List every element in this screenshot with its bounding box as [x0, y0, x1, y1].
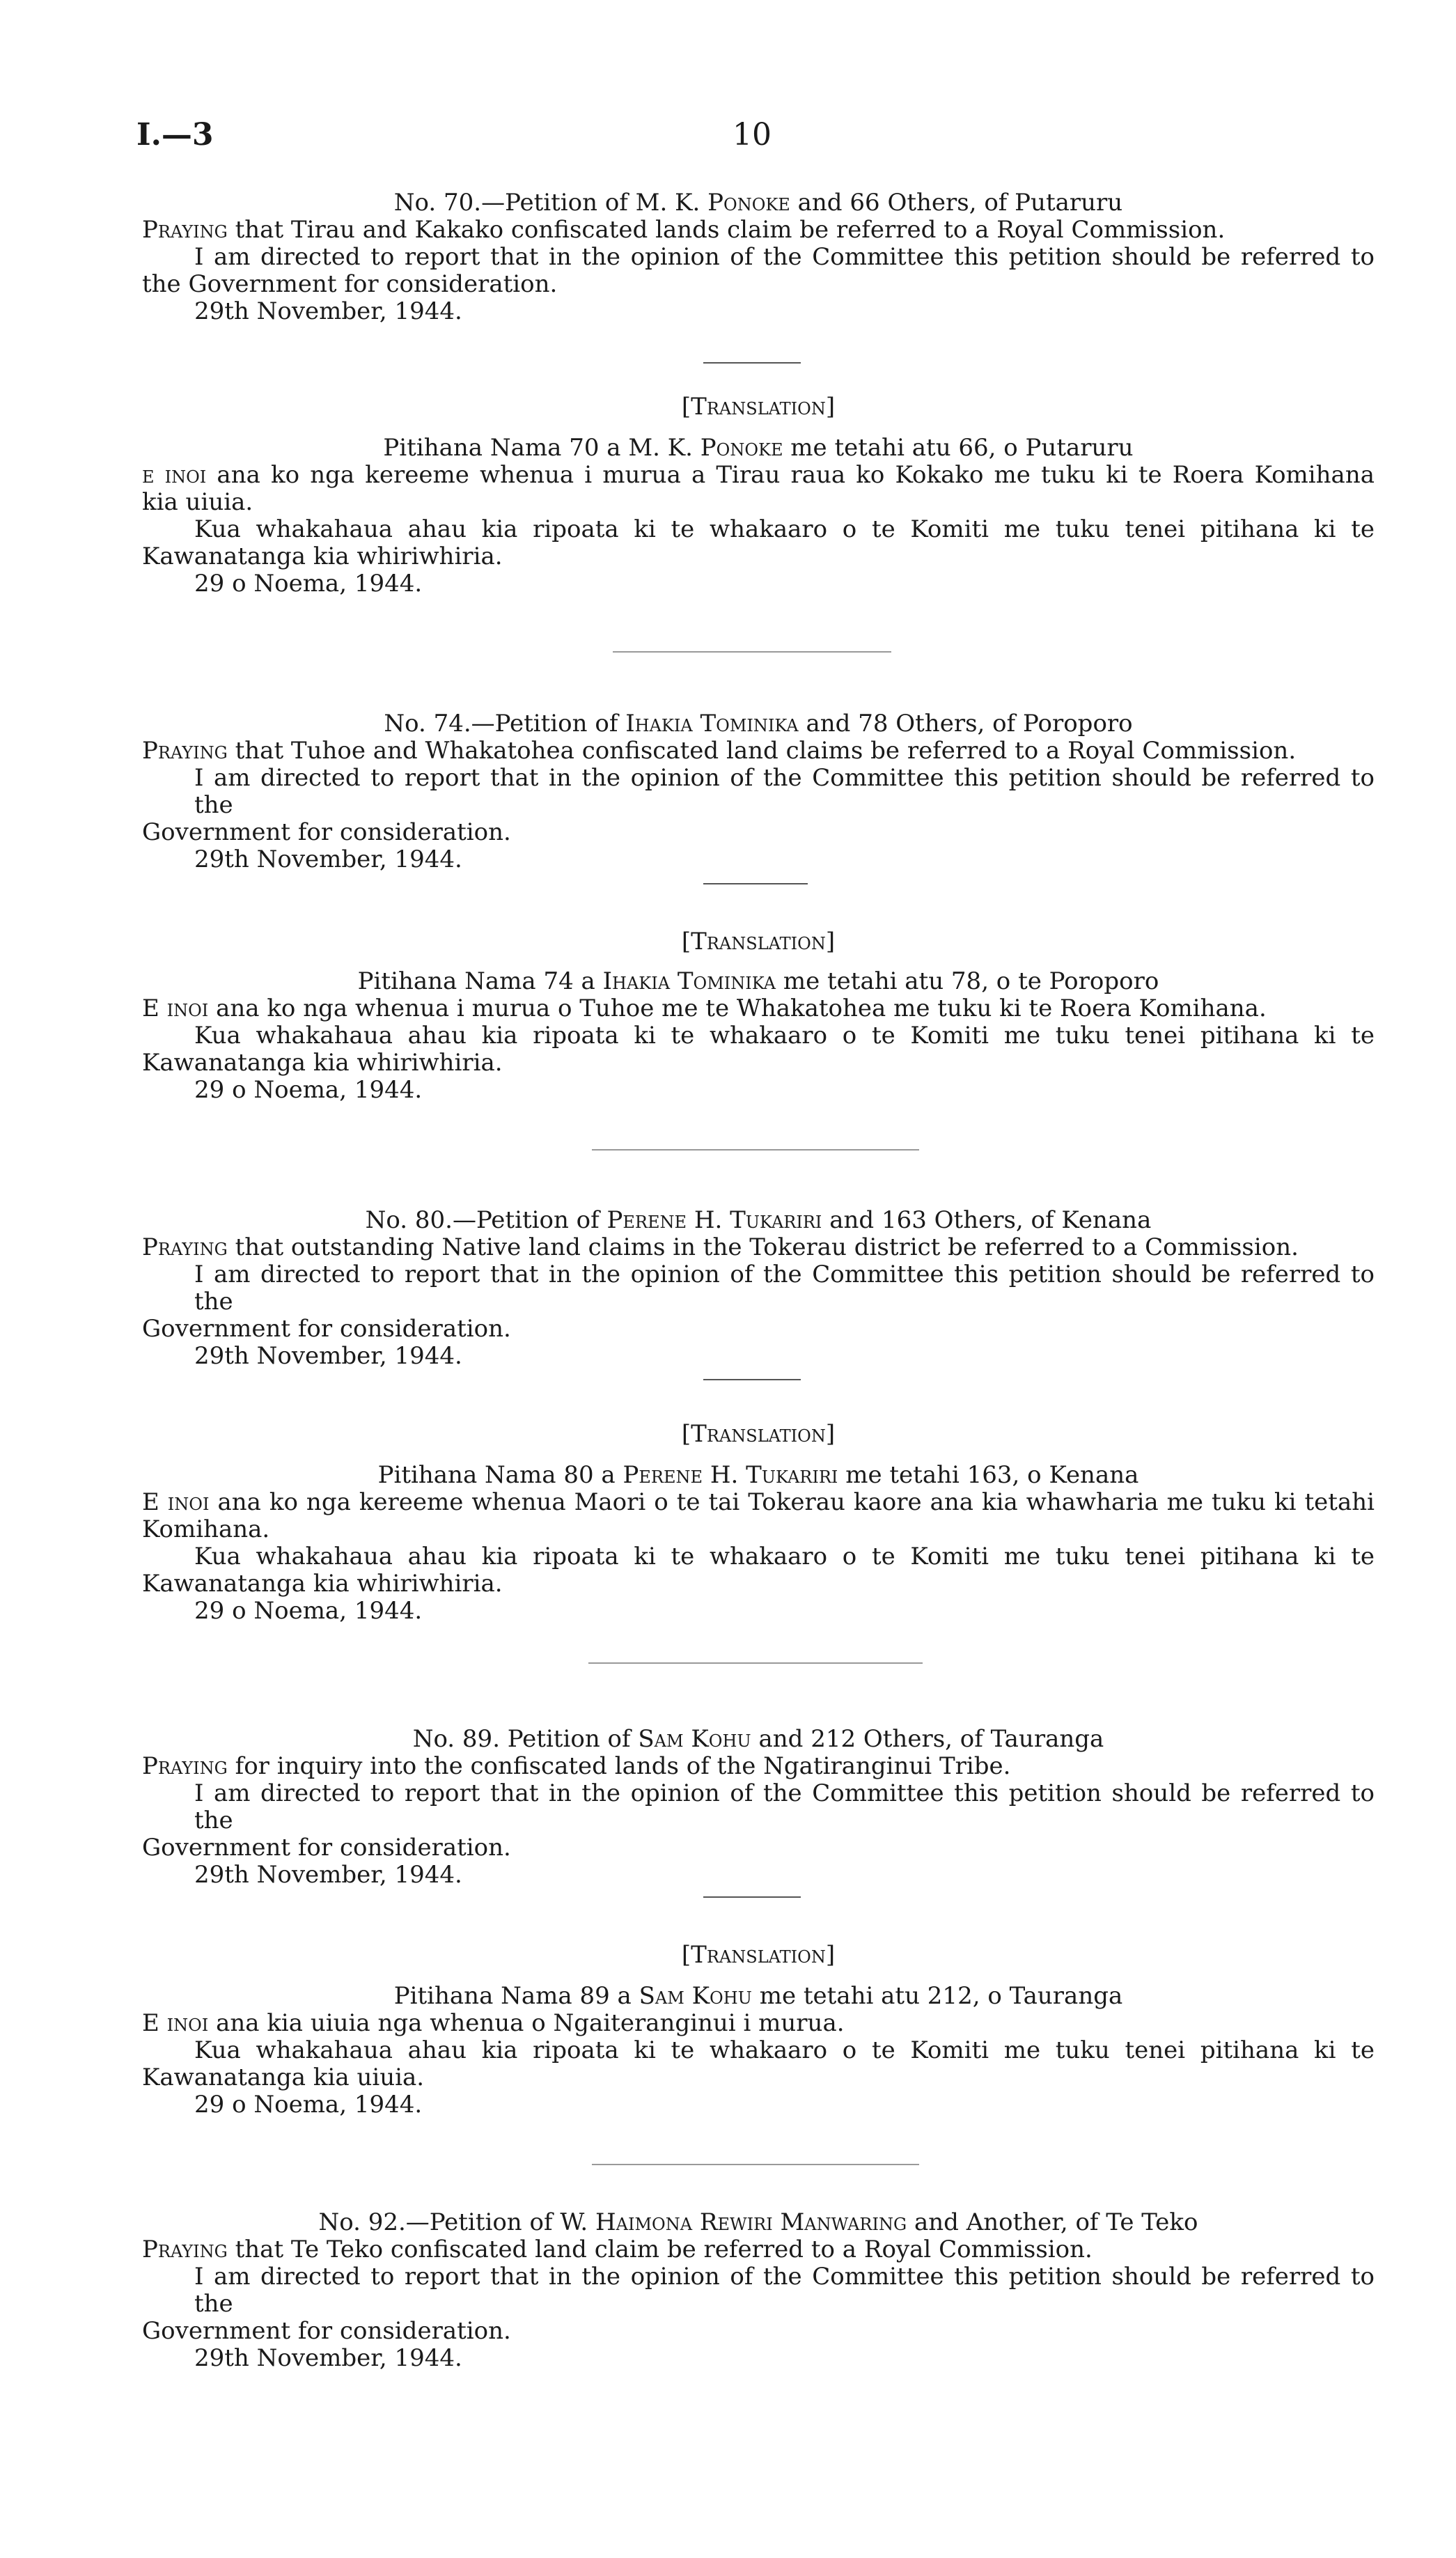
committee-report: I am directed to report that in the opinion of the Committee this petition should be referred to the [194, 1779, 1375, 1834]
report-date: 29th November, 1944. [194, 297, 462, 325]
section-divider [703, 1379, 801, 1380]
petition-prayer: Praying for inquiry into the confiscated lands of the Ngatiranginui Tribe. [142, 1752, 1011, 1780]
translation-date: 29 o Noema, 1944. [194, 1076, 423, 1104]
section-divider [703, 362, 801, 364]
petition-title: No. 70.—Petition of M. K. Ponoke and 66 Others, of Putaruru [393, 189, 1123, 217]
committee-report: I am directed to report that in the opinion of the Committee this petition should be referred to the [194, 2263, 1375, 2318]
translation-title: Pitihana Nama 80 a Perene H. Tukariri me tetahi 163, o Kenana [377, 1461, 1139, 1489]
petition-title: No. 80.—Petition of Perene H. Tukariri and 163 Others, of Kenana [365, 1206, 1152, 1234]
translation-title: Pitihana Nama 89 a Sam Kohu me tetahi atu 212, o Tauranga [393, 1982, 1123, 2010]
translation-prayer: E inoi ana kia uiuia nga whenua o Ngaiteranginui i murua. [142, 2009, 845, 2037]
petition-89 [142, 1726, 1375, 1889]
document-series: I.—3 [136, 117, 214, 153]
section-divider [703, 1896, 801, 1898]
report-date: 29th November, 1944. [194, 1861, 462, 1889]
petition-title: No. 92.—Petition of W. Haimona Rewiri Manwaring and Another, of Te Teko [318, 2208, 1198, 2236]
section-divider [592, 1149, 919, 1151]
petition-prayer: Praying that Tuhoe and Whakatohea confiscated land claims be referred to a Royal Commission. [142, 737, 1297, 765]
petition-92 [142, 2209, 1375, 2372]
petition-70 [142, 189, 1375, 325]
section-divider [703, 883, 808, 884]
translation-89 [142, 1942, 1375, 2119]
section-divider [613, 651, 891, 653]
translation-date: 29 o Noema, 1944. [194, 2091, 423, 2119]
translation-label: [Translation] [681, 1420, 836, 1448]
translation-title: Pitihana Nama 74 a Ihakia Tominika me tetahi atu 78, o te Poroporo [357, 967, 1159, 995]
translation-report: Kua whakahaua ahau kia ripoata ki te whakaaro o te Komiti me tuku tenei pitihana ki te [194, 1022, 1375, 1050]
petition-74 [142, 710, 1375, 873]
translation-report: Kua whakahaua ahau kia ripoata ki te whakaaro o te Komiti me tuku tenei pitihana ki te [194, 515, 1375, 543]
committee-report-cont: Government for consideration. [142, 1315, 511, 1343]
translation-report: Kua whakahaua ahau kia ripoata ki te whakaaro o te Komiti me tuku tenei pitihana ki te [194, 2036, 1375, 2064]
translation-label: [Translation] [681, 1941, 836, 1969]
section-divider [588, 1662, 923, 1664]
report-date: 29th November, 1944. [194, 1342, 462, 1370]
translation-label: [Translation] [681, 393, 836, 421]
translation-date: 29 o Noema, 1944. [194, 1597, 423, 1625]
translation-title: Pitihana Nama 70 a M. K. Ponoke me tetahi atu 66, o Putaruru [383, 434, 1134, 462]
translation-report: Kua whakahaua ahau kia ripoata ki te whakaaro o te Komiti me tuku tenei pitihana ki te [194, 1543, 1375, 1570]
petition-title: No. 89. Petition of Sam Kohu and 212 Others, of Tauranga [412, 1725, 1104, 1753]
petition-title: No. 74.—Petition of Ihakia Tominika and 78 Others, of Poroporo [384, 710, 1133, 738]
petition-prayer: Praying that Tirau and Kakako confiscated lands claim be referred to a Royal Commission. [142, 216, 1226, 244]
committee-report: I am directed to report that in the opinion of the Committee this petition should be referred to the [194, 764, 1375, 819]
translation-label: [Translation] [681, 928, 836, 956]
committee-report: I am directed to report that in the opinion of the Committee this petition should be referred to the [194, 1261, 1375, 1316]
petition-prayer: Praying that outstanding Native land claims in the Tokerau district be referred to a Commission. [142, 1233, 1299, 1261]
committee-report-cont: Government for consideration. [142, 818, 511, 846]
translation-report-cont: Kawanatanga kia whiriwhiria. [142, 1049, 503, 1077]
translation-prayer: E inoi ana ko nga whenua i murua o Tuhoe me te Whakatohea me tuku ki te Roera Komihana. [142, 995, 1267, 1022]
committee-report-cont: the Government for consideration. [142, 270, 558, 298]
translation-report-cont: Kawanatanga kia whiriwhiria. [142, 543, 503, 570]
report-date: 29th November, 1944. [194, 845, 462, 873]
translation-report-cont: Kawanatanga kia whiriwhiria. [142, 1570, 503, 1598]
page-number: 10 [733, 117, 772, 153]
translation-prayer-cont: kia uiuia. [142, 488, 253, 516]
committee-report: I am directed to report that in the opinion of the Committee this petition should be referred to [194, 243, 1375, 271]
translation-70 [142, 393, 1375, 598]
translation-74 [142, 928, 1375, 1104]
petition-prayer: Praying that Te Teko confiscated land claim be referred to a Royal Commission. [142, 2236, 1093, 2263]
translation-prayer: e inoi ana ko nga kereeme whenua i murua a Tirau raua ko Kokako me tuku ki te Roera Komihana [142, 461, 1375, 489]
committee-report-cont: Government for consideration. [142, 1834, 511, 1862]
translation-report-cont: Kawanatanga kia uiuia. [142, 2064, 425, 2091]
translation-date: 29 o Noema, 1944. [194, 570, 423, 598]
committee-report-cont: Government for consideration. [142, 2317, 511, 2345]
translation-prayer: E inoi ana ko nga kereeme whenua Maori o te tai Tokerau kaore ana kia whawharia me tuku ki tetahi [142, 1488, 1375, 1516]
translation-prayer-cont: Komihana. [142, 1515, 270, 1543]
translation-80 [142, 1421, 1375, 1625]
report-date: 29th November, 1944. [194, 2344, 462, 2372]
section-divider [592, 2164, 919, 2165]
petition-80 [142, 1207, 1375, 1370]
